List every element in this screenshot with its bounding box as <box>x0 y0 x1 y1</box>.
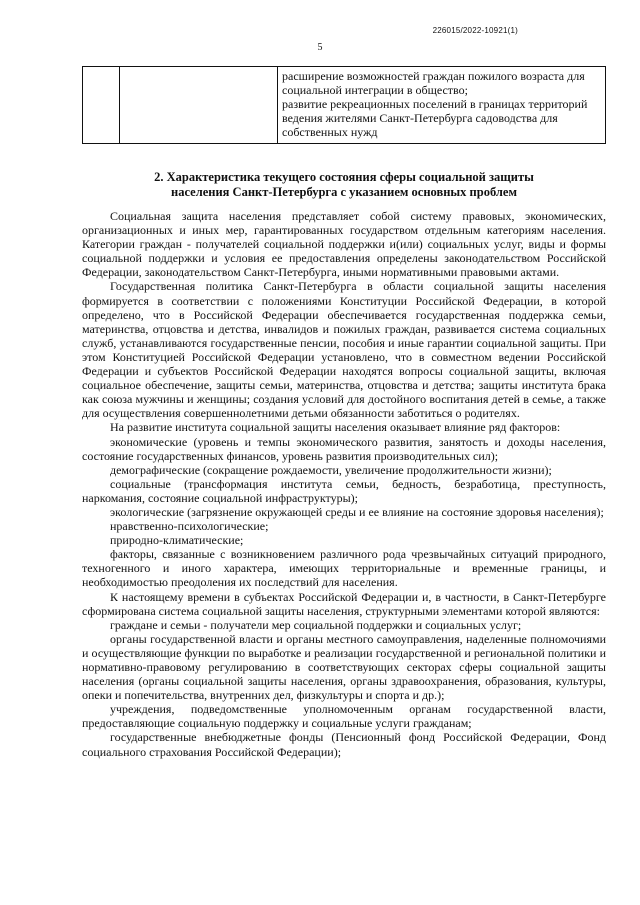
paragraph: нравственно-психологические; <box>110 519 269 534</box>
paragraph: граждане и семьи - получатели мер социальной поддержки и социальных услуг; <box>110 617 522 632</box>
paragraph: учреждения, подведомственные уполномоченным органам государственной власти, предоставляющие социальную поддержку и социальные услуги гражданам; <box>82 702 606 731</box>
section-heading-line: населения Санкт-Петербурга с указанием основных проблем <box>171 185 517 199</box>
page-number: 5 <box>317 42 323 53</box>
section-heading-line: 2. Характеристика текущего состояния сферы социальной защиты <box>154 170 534 184</box>
paragraph: Государственная политика Санкт-Петербурга в области социальной защиты населения формируется в соответствии с положениями Конституции Российской Федерации, в которой определено, что в Российской Федерации обеспечивается государственная поддержка семьи, материнства, отцовства и детства, инвалидов и пожилых граждан, развивается система социальных служб, устанавливаются государственные пенсии, пособия и иные гарантии социальной защиты. При этом Конституцией Российской Федерации установлено, что в совместном ведении Российской Федерации и субъектов Российской Федерации находятся вопросы социальной защиты, включая социальное обеспечение, защиты семьи, материнства, отцовства и детства; защиты института брака как союза мужчины и женщины; создания условий для достойного воспитания детей в семье, а также для осуществления совершеннолетними детьми обязанности заботиться о родителях. <box>82 279 606 421</box>
paragraph: факторы, связанные с возникновением различного рода чрезвычайных ситуаций природного, техногенного и иного характера, имеющих территориальные и временные границы, и необходимостью преодоления их последствий для населения. <box>82 547 606 590</box>
continuation-table <box>82 66 606 144</box>
paragraph: К настоящему времени в субъектах Российской Федерации и, в частности, в Санкт-Петербурге сформирована система социальной защиты населения, структурными элементами которой являются: <box>82 589 606 618</box>
section-heading <box>82 170 606 200</box>
table-cell-empty-1 <box>83 67 120 144</box>
paragraph: демографические (сокращение рождаемости, увеличение продолжительности жизни); <box>110 462 552 477</box>
paragraph: Социальная защита населения представляет собой систему правовых, экономических, организационных и иных мер, гарантированных государством отдельным категориям населения. Категории граждан - получателей социальной поддержки и(или) социальных услуг, виды и формы социальной поддержки и условия ее предоставления определены законодательством Российской Федерации, законодательством Санкт-Петербурга, иными нормативными правовыми актами. <box>82 209 606 280</box>
paragraph: социальные (трансформация института семьи, бедность, безработица, преступность, наркомания, состояние социальной инфраструктуры); <box>82 476 606 505</box>
table-text-line: расширение возможностей граждан пожилого возраста для социальной интеграции в общество; <box>282 69 585 97</box>
paragraph: На развитие института социальной защиты населения оказывает влияние ряд факторов: <box>110 420 561 435</box>
section-body <box>82 208 606 759</box>
document-number: 226015/2022-10921(1) <box>432 26 518 35</box>
table-cell-empty-2 <box>120 67 278 144</box>
table-cell-text <box>278 67 606 144</box>
paragraph: природно-климатические; <box>110 533 244 548</box>
paragraph: государственные внебюджетные фонды (Пенсионный фонд Российской Федерации, Фонд социального страхования Российской Федерации); <box>82 730 606 759</box>
paragraph: экономические (уровень и темпы экономического развития, занятость и доходы населения, состояние государственных финансов, уровень развития производительных сил); <box>82 434 606 463</box>
paragraph: экологические (загрязнение окружающей среды и ее влияние на состояние здоровья населения); <box>110 504 604 519</box>
paragraph: органы государственной власти и органы местного самоуправления, наделенные полномочиями и осуществляющие функции по выработке и реализации государственной и региональной политики и нормативно-правовому регулированию в соответствующих секторах сферы социальной защиты населения (органы социальной защиты населения, органы здравоохранения, образования, культуры, опеки и попечительства, внутренних дел, физкультуры и спорта и др.); <box>82 631 606 703</box>
table-row <box>83 67 606 144</box>
table-text-line: развитие рекреационных поселений в границах территорий ведения жителями Санкт-Петербурга садоводства для собственных нужд <box>282 97 588 139</box>
